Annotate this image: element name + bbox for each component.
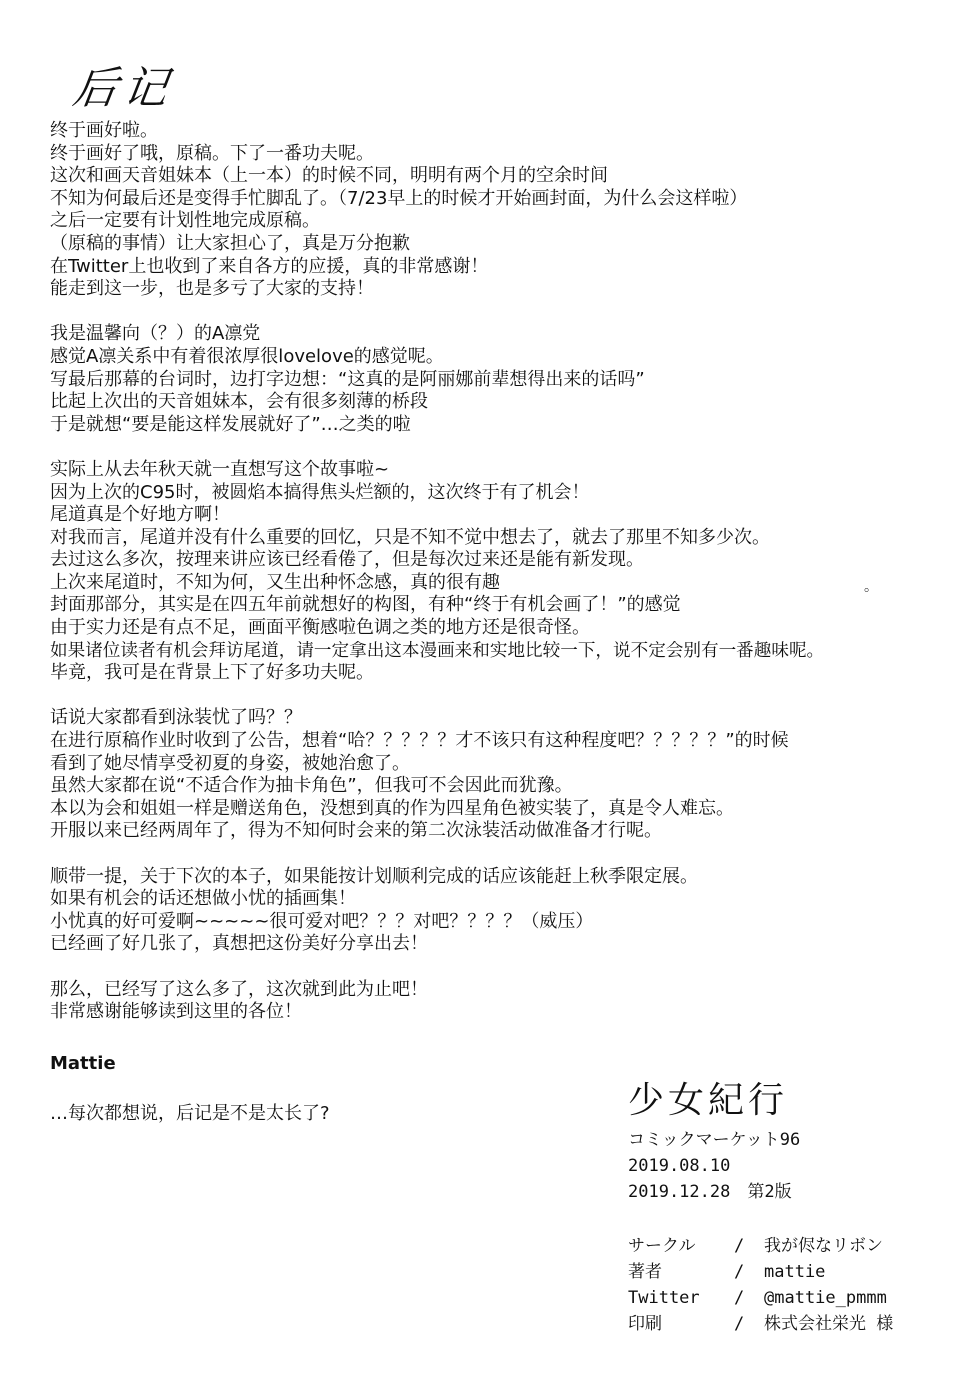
text-line: 终于画好啦。 bbox=[50, 120, 158, 141]
text-line: 虽然大家都在说“不适合作为抽卡角色”，但我可不会因此而犹豫。 bbox=[50, 775, 573, 797]
text-line: 本以为会和姐姐一样是赠送角色，没想到真的作为四星角色被实装了，真是令人难忘。 bbox=[50, 797, 734, 819]
credit-row-twitter bbox=[628, 1285, 893, 1311]
credit-value: @mattie_pmmm bbox=[764, 1288, 887, 1308]
text-line: 对我而言，尾道并没有什么重要的回忆，只是不知不觉中想去了，就去了那里不知多少次。 bbox=[50, 526, 770, 548]
first-edition-date: 2019.08.10 bbox=[628, 1156, 731, 1176]
credit-separator: / bbox=[734, 1262, 745, 1282]
paragraph bbox=[50, 323, 970, 436]
credit-row-author bbox=[628, 1259, 893, 1285]
text-line: 比起上次出的天音姐妹本，会有很多刻薄的桥段 bbox=[50, 391, 428, 413]
paragraph bbox=[50, 120, 970, 301]
text-line: 终于画好了哦，原稿。下了一番功夫呢。 bbox=[50, 142, 374, 164]
text-line: 这次和画天音姐妹本（上一本）的时候不同，明明有两个月的空余时间 bbox=[50, 165, 608, 187]
text-line: 我是温馨向（？）的A凛党 bbox=[50, 323, 261, 345]
text-line: 非常感谢能够读到这里的各位！ bbox=[50, 1001, 302, 1023]
text-line: 感觉A凛关系中有着很浓厚很lovelove的感觉呢。 bbox=[50, 345, 444, 367]
paragraph bbox=[50, 707, 970, 843]
text-line: 因为上次的C95时，被圆焰本搞得焦头烂额的，这次终于有了机会！ bbox=[50, 481, 590, 503]
text-line: 看到了她尽情享受初夏的身姿，被她治愈了。 bbox=[50, 752, 410, 774]
text-line: 已经画了好几张了，真想把这份美好分享出去！ bbox=[50, 933, 428, 955]
text-line: 去过这么多次，按理来讲应该已经看倦了，但是每次过来还是能有新发现。 bbox=[50, 549, 644, 571]
second-edition-date: 2019.12.28 第2版 bbox=[628, 1182, 792, 1202]
text-line: 话说大家都看到泳装忧了吗？？ bbox=[50, 707, 302, 729]
credit-separator: / bbox=[734, 1314, 745, 1334]
text-line: 毕竟，我可是在背景上下了好多功夫呢。 bbox=[50, 662, 374, 684]
afterword-body bbox=[50, 120, 970, 1046]
credit-label: 著者 bbox=[628, 1262, 662, 1282]
text-line: 开服以来已经两周年了，得为不知何时会来的第二次泳装活动做准备才行呢。 bbox=[50, 820, 662, 842]
credit-label: サークル bbox=[628, 1236, 696, 1256]
text-line: 不知为何最后还是变得手忙脚乱了。（7/23早上的时候才开始画封面，为什么会这样啦） bbox=[50, 187, 748, 209]
book-title: 少女紀行 bbox=[628, 1080, 789, 1121]
text-line: 上次来尾道时，不知为何，又生出种怀念感，真的很有趣 bbox=[50, 571, 500, 593]
credit-value: mattie bbox=[764, 1262, 826, 1282]
text-line: 顺带一提，关于下次的本子，如果能按计划顺利完成的话应该能赶上秋季限定展。 bbox=[50, 865, 698, 887]
postscript: …每次都想说，后记是不是太长了? bbox=[50, 1103, 330, 1124]
text-line: 能走到这一步，也是多亏了大家的支持！ bbox=[50, 278, 374, 300]
text-line: 那么，已经写了这么多了，这次就到此为止吧！ bbox=[50, 978, 428, 1000]
text-line: （原稿的事情）让大家担心了，真是万分抱歉 bbox=[50, 232, 410, 254]
credit-value: 我が侭なリボン bbox=[764, 1236, 883, 1256]
text-line: 在Twitter上也收到了来自各方的应援，真的非常感谢！ bbox=[50, 255, 489, 277]
event-name: コミックマーケット96 bbox=[628, 1130, 801, 1150]
author-signature: Mattie bbox=[50, 1053, 116, 1074]
text-line: 小忧真的好可爱啊~~~~~很可爱对吧？？？对吧？？？？（威压） bbox=[50, 910, 594, 932]
credit-separator: / bbox=[734, 1288, 745, 1308]
credit-row-printer bbox=[628, 1311, 893, 1337]
text-line: 之后一定要有计划性地完成原稿。 bbox=[50, 210, 320, 232]
credit-separator: / bbox=[734, 1236, 745, 1256]
credit-label: 印刷 bbox=[628, 1314, 662, 1334]
text-line: 如果有机会的话还想做小忧的插画集！ bbox=[50, 888, 356, 910]
text-line: 写最后那幕的台词时，边打字边想：“这真的是阿丽娜前辈想得出来的话吗” bbox=[50, 368, 645, 390]
text-line: 由于实力还是有点不足，画面平衡感啦色调之类的地方还是很奇怪。 bbox=[50, 617, 590, 639]
credit-row-circle bbox=[628, 1233, 893, 1259]
text-line: 封面那部分，其实是在四五年前就想好的构图，有种“终于有机会画了！”的感觉 bbox=[50, 594, 681, 616]
credit-label: Twitter bbox=[628, 1288, 700, 1308]
text-line: 尾道真是个好地方啊！ bbox=[50, 504, 230, 526]
text-line: 实际上从去年秋天就一直想写这个故事啦~ bbox=[50, 458, 390, 480]
colophon bbox=[628, 1072, 893, 1337]
text-line: 在进行原稿作业时收到了公告，想着“哈？？？？？才不该只有这种程度吧？？？？？”的时候 bbox=[50, 730, 789, 752]
text-line: 如果诸位读者有机会拜访尾道，请一定拿出这本漫画来和实地比较一下，说不定会别有一番趣味呢。 bbox=[50, 640, 825, 661]
afterword-heading: 后记 bbox=[69, 63, 177, 114]
credit-value: 株式会社栄光 様 bbox=[764, 1314, 894, 1334]
paragraph bbox=[50, 459, 970, 685]
text-line: 于是就想“要是能这样发展就好了”…之类的啦 bbox=[50, 413, 411, 435]
paragraph bbox=[50, 979, 970, 1024]
paragraph bbox=[50, 866, 970, 956]
stray-mark: 。 bbox=[864, 579, 878, 595]
